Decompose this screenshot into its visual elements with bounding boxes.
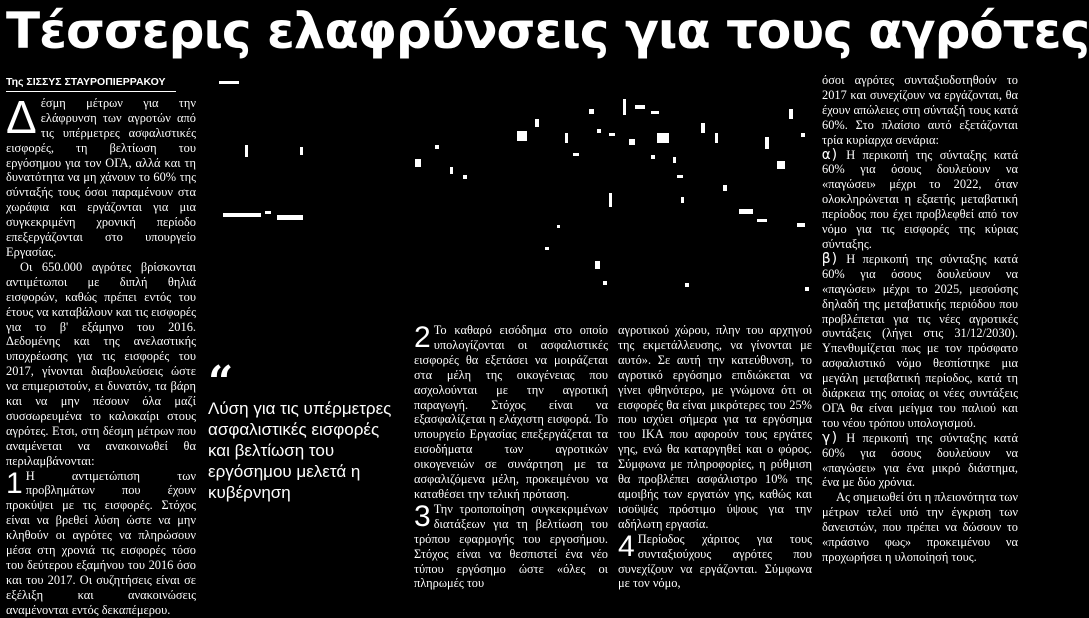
pull-quote xyxy=(208,357,404,503)
byline: Της ΣΙΣΣΥΣ ΣΤΑΥΡΟΠΙΕΡΡΑΚΟΥ xyxy=(6,75,176,92)
closing-paragraph: Ας σημειωθεί ότι η πλειονότητα των μέτρων τελεί υπό την έγκριση των δανειστών, που πρέπει να δώσουν το «πράσινο φως» προκειμένου να προχωρήσει η υλοποίησή τους. xyxy=(822,490,1018,564)
scenario-a-letter: α) xyxy=(822,146,839,163)
measure-number-4: 4 xyxy=(618,529,635,563)
measure-3: 3 Την τροποποίηση συγκεκριμένων διατάξεων για τη βελτίωση του τρόπου εφαρμογής του εργοσήμου. Στόχος είναι να θεσπιστεί ένα νέο τύπου εργόσημο ώστε «όλες οι πληρωμές του xyxy=(414,499,608,591)
measure-2: 2 Το καθαρό εισόδημα στο οποίο υπολογίζονται οι ασφαλιστικές εισφορές θα εξετάσει να μοιράζεται στα μέλη της οικογένειας που ασχολούνται με την αγροτική παραγωγή. Στόχος είναι να εξασφαλίζεται η ελάχιστη εισφορά. Το υπουργείο Εργασίας επεξεργάζεται τα εισοδήματα των αγροτικών οικογενειών σε συνάρτηση με τα ασφαλιζόμενα μέλη, προκειμένου να καταθέσει την τελική πρόταση. xyxy=(414,321,608,501)
paragraph-ergosimo: αγροτικού χώρου, πλην του αρχηγού της εκμετάλλευσης, να γίνονται με αυτό». Σε αυτή την κατεύθυνση, το αγροτικό εργόσημο επιδιώκεται να γίνει φθηνότερο, με γνώμονα ότι οι εισφορές θα είναι μικρότερες του 25% που ισχύει σήμερα για τα εργόσημα του ΙΚΑ που αφορούν τους εργάτες γης, ενώ θα καταργηθεί και ο φόρος. Σύμφωνα με πληροφορίες, η ρύθμιση θα προβλέπει ασφάλιστρο 10% της αμοιβής των εργατών γης, καθώς και ισοϋψές πρόστιμο ύψους για την αδήλωτη εργασία. xyxy=(618,323,812,531)
scenario-b: β) Η περικοπή της σύνταξης κατά 60% για όσους δουλεύουν να «παγώσει» μέχρι το 2025, μεσούσης δηλαδή της μεταβατικής περιόδου που προβλέπεται για τις νέες αγροτικές συντάξεις (λήγει στις 31/12/2030). Υπενθυμίζεται πως με τον πρόσφατο ασφαλιστικό νόμο θεσπίστηκε μια μεγάλη μεταβατική περίοδος, κατά τη διάρκεια της οποίας οι νέες συντάξεις ΟΓΑ θα είναι μείγμα του παλιού και του νέου τρόπου υπολογισμού. xyxy=(822,250,1018,430)
measure-number-3: 3 xyxy=(414,499,431,533)
measure-number-1: 1 xyxy=(6,466,23,500)
drop-cap: Δ xyxy=(6,90,37,143)
paragraph-pensioners: όσοι αγρότες συνταξιοδοτηθούν το 2017 και συνεχίζουν να εργάζονται, θα έχουν απώλειες στη σύνταξή τους κατά 60%. Στο πλαίσιο αυτό εξετάζονται τρία κυρίαρχα σενάρια: xyxy=(822,73,1018,147)
scenario-b-letter: β) xyxy=(822,250,839,267)
photo-dark-field xyxy=(205,75,813,315)
scenario-c-letter: γ) xyxy=(822,429,839,446)
scenario-c: γ) Η περικοπή της σύνταξης κατά 60% για όσους δουλεύουν να «παγώσει» για ένα μικρό διάστημα, ένα με δύο χρόνια. xyxy=(822,429,1018,490)
pull-quote-text: Λύση για τις υπέρμετρες ασφαλιστικές εισφορές και βελτίωση του εργόσημου μελετά η κυβέρνηση xyxy=(208,399,392,502)
measure-4: 4 Περίοδος χάριτος για τους συνταξιούχους αγρότες που συνεχίζουν να εργάζονται. Σύμφωνα με τον νόμο, xyxy=(618,529,812,591)
quote-mark: “ xyxy=(208,357,234,408)
measure-1: 1 Η αντιμετώπιση των προβλημάτων που έχουν προκύψει με τις εισφορές. Στόχος είναι να βρεθεί λύση ώστε να μην κληθούν οι αγρότες να πληρώσουν μέσα στη χρονιά τις εισφορές τόσο του δεύτερου εξαμήνου του 2016 όσο και του 2017. Οι συζητήσεις είναι σε εξέλιξη και ανακοινώσεις αναμένονται εντός δεκαπέμερου. xyxy=(6,466,196,617)
headline: Τέσσερις ελαφρύνσεις για τους αγρότες xyxy=(6,2,1089,60)
column-3 xyxy=(414,321,608,591)
column-5 xyxy=(822,73,1018,569)
column-1 xyxy=(6,74,196,617)
column-4 xyxy=(618,323,812,591)
intro-paragraph: Δέσμη μέτρων για την ελάφρυνση των αγροτών από τις υπέρμετρες ασφαλιστικές εισφορές, τη βελτίωση του εργόσημου για τον ΟΓΑ, αλλά και τη δυνατότητα να μη χάνουν το 60% της σύνταξής τους όσοι παραμένουν στα χωράφια και εργάζονται για μια συγκεκριμένη χρονική περίοδο επεξεργάζονται στο υπουργείο Εργασίας. xyxy=(6,90,196,259)
paragraph-contributions: Οι 650.000 αγρότες βρίσκονται αντιμέτωποι με διπλή θηλιά εισφορών, καθώς πρέπει εντός του έτους να καταβάλουν και τις εισφορές για το β' εξάμηνο του 2016. Δεδομένης και της ανελαστικής υποχρέωσης για τις εισφορές του 2017, γίνονται διαβουλεύσεις ώστε να επιμεριστούν, ει δυνατόν, τα βάρη και να μην πέσουν όλα μαζί συσσωρευμένα το καλοκαίρι στους αγρότες. Ετσι, στη δέσμη μέτρων που αναμένεται να ανακοινωθεί θα περιλαμβάνονται: xyxy=(6,259,196,468)
scenario-a: α) Η περικοπή της σύνταξης κατά 60% για όσους δουλεύουν να «παγώσει» μέχρι το 2022, όταν ολοκληρώνεται η εξαετής μεταβατική περίοδος που έχει προβλεφθεί από τον νόμο για τις εισφορές της κύριας σύνταξης. xyxy=(822,146,1018,251)
measure-number-2: 2 xyxy=(414,321,431,354)
